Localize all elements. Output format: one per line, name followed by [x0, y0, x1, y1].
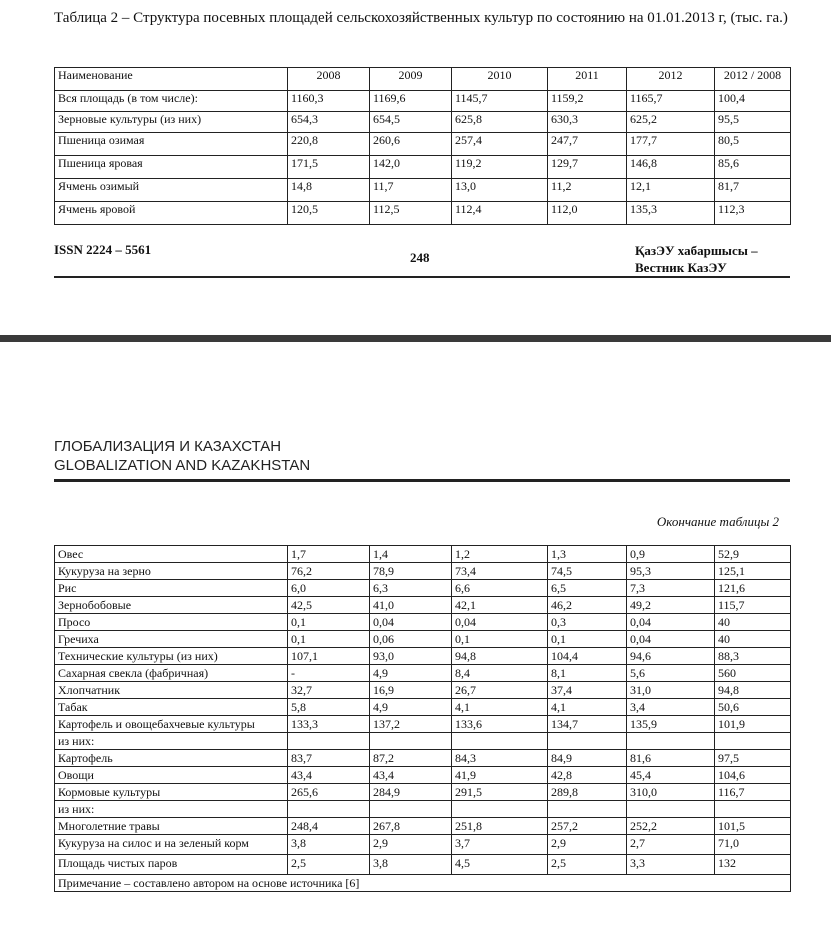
table-cell: Пшеница озимая — [55, 133, 288, 156]
table-row — [55, 112, 791, 133]
table-cell: 52,9 — [715, 546, 791, 563]
table-header-cell: 2011 — [548, 68, 627, 91]
table-cell: 248,4 — [288, 818, 370, 835]
table-cell: 0,04 — [627, 614, 715, 631]
table-cell: 8,1 — [548, 665, 627, 682]
table-cell: 3,8 — [370, 855, 452, 875]
table-cell: Табак — [55, 699, 288, 716]
table-cell — [715, 801, 791, 818]
table-cell: 220,8 — [288, 133, 370, 156]
table-cell: 112,3 — [715, 202, 791, 225]
table-cell: 0,1 — [288, 631, 370, 648]
table-cell: 73,4 — [452, 563, 548, 580]
table-cell: Вся площадь (в том числе): — [55, 91, 288, 112]
table-cell: 42,5 — [288, 597, 370, 614]
table-cell: 0,1 — [288, 614, 370, 631]
table-cell: 0,04 — [452, 614, 548, 631]
table-cell: 132 — [715, 855, 791, 875]
table-cell: 125,1 — [715, 563, 791, 580]
table-header-cell: 2009 — [370, 68, 452, 91]
table-cell: 257,2 — [548, 818, 627, 835]
table-cell: 2,9 — [548, 835, 627, 855]
table-cell — [548, 801, 627, 818]
table-cell: 6,6 — [452, 580, 548, 597]
table-cell: 560 — [715, 665, 791, 682]
table-cell: 6,5 — [548, 580, 627, 597]
table-cell: Кормовые культуры — [55, 784, 288, 801]
table-cell — [288, 733, 370, 750]
table-cell: 80,5 — [715, 133, 791, 156]
table-cell: Технические культуры (из них) — [55, 648, 288, 665]
table-cell: Картофель — [55, 750, 288, 767]
table-cell: 6,3 — [370, 580, 452, 597]
page-divider — [0, 335, 831, 342]
table-cell: 12,1 — [627, 179, 715, 202]
table-cell: 2,9 — [370, 835, 452, 855]
table-row — [55, 835, 791, 855]
table-row — [55, 801, 791, 818]
table-row — [55, 546, 791, 563]
table-cell: 0,3 — [548, 614, 627, 631]
table-cell: Ячмень яровой — [55, 202, 288, 225]
table-cell: 32,7 — [288, 682, 370, 699]
sown-area-table-continued — [54, 545, 790, 892]
issn-label: ISSN 2224 – 5561 — [54, 242, 152, 257]
table-header-row — [55, 68, 791, 91]
table-cell — [452, 733, 548, 750]
table-cell: 76,2 — [288, 563, 370, 580]
table-cell: 654,3 — [288, 112, 370, 133]
table-cell: 43,4 — [288, 767, 370, 784]
table-cell: 74,5 — [548, 563, 627, 580]
table-note: Примечание – составлено автором на основе источника [6] — [55, 875, 791, 892]
table-cell: 112,0 — [548, 202, 627, 225]
table-cell: 7,3 — [627, 580, 715, 597]
table-cell: 625,2 — [627, 112, 715, 133]
table-cell: 0,04 — [370, 614, 452, 631]
table-cell: 100,4 — [715, 91, 791, 112]
table-cell: 135,9 — [627, 716, 715, 733]
table-cell: 251,8 — [452, 818, 548, 835]
table-cell: 142,0 — [370, 156, 452, 179]
table-row — [55, 665, 791, 682]
table-cell: Кукуруза на силос и на зеленый корм — [55, 835, 288, 855]
table-cell — [627, 801, 715, 818]
table-header-cell: Наименование — [55, 68, 288, 91]
table-row — [55, 682, 791, 699]
table-cell: 1,2 — [452, 546, 548, 563]
table-cell: 137,2 — [370, 716, 452, 733]
table-row — [55, 699, 791, 716]
table-cell: 265,6 — [288, 784, 370, 801]
table-cell: 4,1 — [548, 699, 627, 716]
table-header-cell: 2008 — [288, 68, 370, 91]
table-cell: 129,7 — [548, 156, 627, 179]
table-cell: 3,3 — [627, 855, 715, 875]
table-cell: 81,7 — [715, 179, 791, 202]
table-cell: 26,7 — [452, 682, 548, 699]
table-cell: 2,5 — [548, 855, 627, 875]
table-cell: из них: — [55, 733, 288, 750]
table-cell: 112,4 — [452, 202, 548, 225]
table-cell: 171,5 — [288, 156, 370, 179]
section-title-en: GLOBALIZATION AND KAZAKHSTAN — [54, 457, 311, 474]
table-cell: 42,8 — [548, 767, 627, 784]
table-row — [55, 855, 791, 875]
table-cell: 284,9 — [370, 784, 452, 801]
table-row — [55, 91, 791, 112]
table-row — [55, 733, 791, 750]
table-cell: 40 — [715, 631, 791, 648]
table-cell: 46,2 — [548, 597, 627, 614]
table-cell: 625,8 — [452, 112, 548, 133]
table-cell — [548, 733, 627, 750]
table-cell: Зерновые культуры (из них) — [55, 112, 288, 133]
table-cell: 107,1 — [288, 648, 370, 665]
table-cell: Сахарная свекла (фабричная) — [55, 665, 288, 682]
table-cell — [452, 801, 548, 818]
table-row — [55, 580, 791, 597]
table-cell: 289,8 — [548, 784, 627, 801]
table-cell: 121,6 — [715, 580, 791, 597]
table-cell: 252,2 — [627, 818, 715, 835]
table-cell: 93,0 — [370, 648, 452, 665]
table-cell: 95,3 — [627, 563, 715, 580]
table-cell: 104,4 — [548, 648, 627, 665]
table-cell: 112,5 — [370, 202, 452, 225]
table-header-cell: 2012 — [627, 68, 715, 91]
table-cell: 1169,6 — [370, 91, 452, 112]
journal-name-kz: ҚазЭУ хабаршысы – — [635, 243, 758, 258]
table-cell: 135,3 — [627, 202, 715, 225]
table-cell: 2,5 — [288, 855, 370, 875]
table-cell: 97,5 — [715, 750, 791, 767]
table-cell: Рис — [55, 580, 288, 597]
table-row — [55, 563, 791, 580]
table-cell: 11,2 — [548, 179, 627, 202]
table-row — [55, 784, 791, 801]
table-row — [55, 133, 791, 156]
table-cell: 87,2 — [370, 750, 452, 767]
table-cell: 1,7 — [288, 546, 370, 563]
table-cell: 133,3 — [288, 716, 370, 733]
page-number: 248 — [410, 250, 430, 265]
table-cell: 0,06 — [370, 631, 452, 648]
table-cell: 630,3 — [548, 112, 627, 133]
table-cell: 4,5 — [452, 855, 548, 875]
table-cell: Площадь чистых паров — [55, 855, 288, 875]
table-cell: Многолетние травы — [55, 818, 288, 835]
table-cell: 133,6 — [452, 716, 548, 733]
table-cell: 84,3 — [452, 750, 548, 767]
table-cell: 78,9 — [370, 563, 452, 580]
table-cell: 2,7 — [627, 835, 715, 855]
sown-area-table — [54, 67, 790, 225]
table-row — [55, 716, 791, 733]
table-cell: 1,4 — [370, 546, 452, 563]
table-cell: 45,4 — [627, 767, 715, 784]
table-row — [55, 179, 791, 202]
table-row — [55, 767, 791, 784]
table-cell: 1160,3 — [288, 91, 370, 112]
table-cell: Зернобобовые — [55, 597, 288, 614]
table-cell: 16,9 — [370, 682, 452, 699]
table-cell: 120,5 — [288, 202, 370, 225]
table-cell: 37,4 — [548, 682, 627, 699]
table-cell: - — [288, 665, 370, 682]
table-cell — [288, 801, 370, 818]
table-cell: 3,7 — [452, 835, 548, 855]
table-cell: 94,8 — [715, 682, 791, 699]
table-row — [55, 818, 791, 835]
table-cell: 94,8 — [452, 648, 548, 665]
table-cell: 3,4 — [627, 699, 715, 716]
table-cell: 42,1 — [452, 597, 548, 614]
table-cell — [715, 733, 791, 750]
table-cell: 291,5 — [452, 784, 548, 801]
table-cell: 8,4 — [452, 665, 548, 682]
table-cell: 81,6 — [627, 750, 715, 767]
section-header — [54, 437, 310, 475]
table-cell: 0,1 — [452, 631, 548, 648]
table-header-cell: 2010 — [452, 68, 548, 91]
page-top — [0, 0, 831, 335]
table-header-cell: 2012 / 2008 — [715, 68, 791, 91]
table-cell: Кукуруза на зерно — [55, 563, 288, 580]
table-cell: 94,6 — [627, 648, 715, 665]
table-cell: 84,9 — [548, 750, 627, 767]
table-cell: 31,0 — [627, 682, 715, 699]
table-cell: 40 — [715, 614, 791, 631]
table-cell: 13,0 — [452, 179, 548, 202]
table-cell: 267,8 — [370, 818, 452, 835]
table-row — [55, 156, 791, 179]
table-cell: 14,8 — [288, 179, 370, 202]
table-cell: 4,9 — [370, 665, 452, 682]
table-cell: 247,7 — [548, 133, 627, 156]
table-row — [55, 597, 791, 614]
table-cell: 71,0 — [715, 835, 791, 855]
table-cell: 4,1 — [452, 699, 548, 716]
header-rule — [54, 479, 790, 482]
table-cell: 1,3 — [548, 546, 627, 563]
table-cell: 5,8 — [288, 699, 370, 716]
table-cell: 83,7 — [288, 750, 370, 767]
table-cell — [370, 733, 452, 750]
table-cell: 3,8 — [288, 835, 370, 855]
table-cell: 115,7 — [715, 597, 791, 614]
table-cell: 6,0 — [288, 580, 370, 597]
table-cell: 4,9 — [370, 699, 452, 716]
table-cell: 116,7 — [715, 784, 791, 801]
table-row — [55, 631, 791, 648]
journal-name — [635, 242, 785, 276]
table-cell: Ячмень озимый — [55, 179, 288, 202]
table-cell: Картофель и овощебахчевые культуры — [55, 716, 288, 733]
table-cell: 310,0 — [627, 784, 715, 801]
table-cell: 50,6 — [715, 699, 791, 716]
table-cell: Гречиха — [55, 631, 288, 648]
table-cell: 146,8 — [627, 156, 715, 179]
table-row — [55, 648, 791, 665]
table-cell: 101,5 — [715, 818, 791, 835]
table-cell: 0,1 — [548, 631, 627, 648]
table-cell: 95,5 — [715, 112, 791, 133]
table-row — [55, 614, 791, 631]
table-cell: 0,04 — [627, 631, 715, 648]
table-row — [55, 202, 791, 225]
table-cell: 260,6 — [370, 133, 452, 156]
table-cell: 0,9 — [627, 546, 715, 563]
table-cell: Овес — [55, 546, 288, 563]
table-cell: 101,9 — [715, 716, 791, 733]
table-cell: Овощи — [55, 767, 288, 784]
table-cell: 177,7 — [627, 133, 715, 156]
table-cell: 119,2 — [452, 156, 548, 179]
table-cell: 5,6 — [627, 665, 715, 682]
table-cell: 85,6 — [715, 156, 791, 179]
table-cell: 654,5 — [370, 112, 452, 133]
table-caption: Таблица 2 – Структура посевных площадей сельскохозяйственных культур по состоянию на 01.01.2013 г, (тыс. га.) — [54, 10, 788, 26]
table-cell: 257,4 — [452, 133, 548, 156]
table-cell: 41,0 — [370, 597, 452, 614]
footer-rule — [54, 276, 790, 278]
table-cell: 134,7 — [548, 716, 627, 733]
table-cell: Хлопчатник — [55, 682, 288, 699]
table-cell: Пшеница яровая — [55, 156, 288, 179]
table-cell — [627, 733, 715, 750]
table-cell: из них: — [55, 801, 288, 818]
table-cell: 11,7 — [370, 179, 452, 202]
table-cell: 1145,7 — [452, 91, 548, 112]
table-cell: 104,6 — [715, 767, 791, 784]
continuation-note: Окончание таблицы 2 — [656, 514, 779, 529]
table-cell: 43,4 — [370, 767, 452, 784]
table-cell: Просо — [55, 614, 288, 631]
table-cell: 1165,7 — [627, 91, 715, 112]
table-cell: 1159,2 — [548, 91, 627, 112]
table-cell: 88,3 — [715, 648, 791, 665]
table-cell: 49,2 — [627, 597, 715, 614]
table-cell — [370, 801, 452, 818]
table-row — [55, 750, 791, 767]
table-note-row — [55, 875, 791, 892]
journal-name-ru: Вестник КазЭУ — [635, 260, 727, 275]
section-title-ru: ГЛОБАЛИЗАЦИЯ И КАЗАХСТАН — [54, 438, 282, 455]
table-cell: 41,9 — [452, 767, 548, 784]
